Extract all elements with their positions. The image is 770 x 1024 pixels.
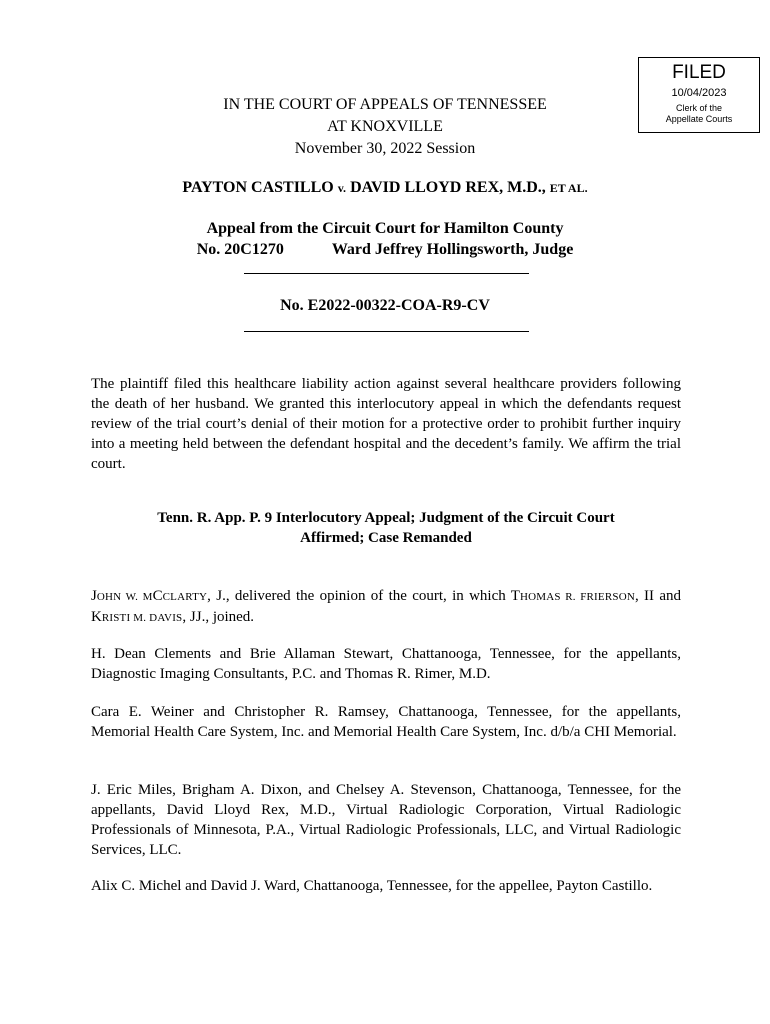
plaintiff-name: PAYTON CASTILLO	[182, 179, 334, 196]
counsel-paragraph: Cara E. Weiner and Christopher R. Ramsey, Chattanooga, Tennessee, for the appellants, Memorial Health Care System, Inc. and Memorial Health Care System, Inc. d/b/a CHI Memorial.	[91, 704, 681, 740]
case-summary: The plaintiff filed this healthcare liability action against several healthcare providers following the death of her husband. We granted this interlocutory appeal in which the defendants request review of the trial court’s denial of their motion for a protective order to prohibit further inquiry into a meeting held between the defendant hospital and the decedent’s family. We affirm the trial court.	[91, 376, 681, 472]
divider-rule-top	[244, 273, 529, 274]
filed-stamp-title: FILED	[672, 62, 726, 83]
court-session: November 30, 2022 Session	[294, 140, 476, 157]
court-heading	[0, 94, 770, 160]
trial-case-number: No. 20C1270	[196, 241, 284, 258]
appeal-info	[0, 218, 770, 260]
filed-stamp-date: 10/04/2023	[671, 87, 727, 99]
filed-stamp-clerk: Clerk of the	[675, 103, 723, 113]
filed-stamp-courts: Appellate Courts	[665, 114, 733, 124]
counsel-paragraph: J. Eric Miles, Brigham A. Dixon, and Chelsey A. Stevenson, Chattanooga, Tennessee, for the appellants, David Lloyd Rex, M.D., Virtual Radiologic Corporation, Virtual Radiologic Professionals of Minnesota, P.A., Virtual Radiologic Professionals, LLC, and Virtual Radiologic Services, LLC.	[91, 782, 681, 858]
docket-number: No. E2022-00322-COA-R9-CV	[280, 297, 490, 314]
versus: v.	[337, 181, 347, 195]
headnote-line-2: Affirmed; Case Remanded	[300, 530, 472, 546]
court-location: AT KNOXVILLE	[327, 118, 443, 135]
headnote	[91, 508, 681, 548]
divider-rule-bottom	[244, 331, 529, 332]
trial-judge: Ward Jeffrey Hollingsworth, Judge	[331, 241, 574, 258]
headnote-line-1: Tenn. R. App. P. 9 Interlocutory Appeal; Judgment of the Circuit Court	[157, 510, 615, 526]
court-name: IN THE COURT OF APPEALS OF TENNESSEE	[223, 96, 547, 113]
opinion-author-line: JOHN W. MCCLARTY, J., delivered the opinion of the court, in which THOMAS R. FRIERSON, II and KRISTI M. DAVIS, JJ., joined.	[91, 588, 682, 625]
case-caption	[0, 177, 770, 199]
appeal-from: Appeal from the Circuit Court for Hamilton County	[206, 220, 564, 237]
appeal-number-judge	[0, 239, 770, 260]
counsel-paragraph: H. Dean Clements and Brie Allaman Stewart, Chattanooga, Tennessee, for the appellants, Diagnostic Imaging Consultants, P.C. and Thomas R. Rimer, M.D.	[91, 646, 681, 682]
defendant-name: DAVID LLOYD REX, M.D.,	[350, 179, 546, 196]
et-al: ET AL.	[549, 181, 588, 195]
counsel-paragraph: Alix C. Michel and David J. Ward, Chattanooga, Tennessee, for the appellee, Payton Castillo.	[91, 878, 653, 894]
